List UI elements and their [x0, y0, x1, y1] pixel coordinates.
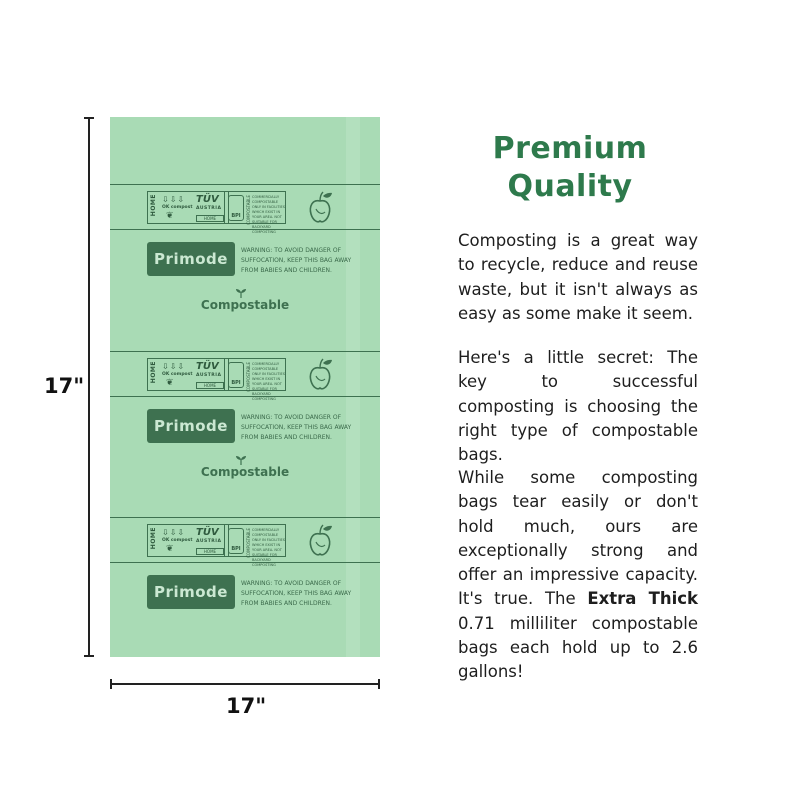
home-compost-leaf-icon: ❦: [166, 544, 174, 554]
heading-line-1: Premium: [492, 131, 648, 166]
bpi-disclaimer-text: COMMERCIALLY COMPOSTABLE ONLY IN FACILITIES WHICH EXIST IN YOUR AREA. NOT SUITABLE FOR BACKYARD COMPOSTING: [252, 362, 285, 401]
ok-compost-label: OK compost: [162, 205, 193, 210]
bag-print-block-2: [110, 351, 380, 501]
home-vertical-label: HOME: [150, 361, 157, 384]
home-vertical-label: HOME: [150, 527, 157, 550]
ok-compost-home-certification: [147, 191, 229, 224]
apple-leaf-icon: [306, 522, 334, 558]
width-dimension-cap-left: [110, 679, 112, 689]
home-tag: HOME: [196, 548, 224, 555]
bpi-logo-icon: BPI: [228, 195, 244, 221]
tuv-label: TÜV: [196, 361, 219, 372]
bpi-certification: [224, 524, 286, 567]
compost-arrows-icon: ⇩⇩⇩: [162, 195, 186, 204]
compost-arrows-icon: ⇩⇩⇩: [162, 362, 186, 371]
bpi-compostable-vertical: COMPOSTABLE: [246, 362, 251, 392]
home-tag: HOME: [196, 382, 224, 389]
certification-strip: [110, 184, 380, 234]
tuv-label: TÜV: [196, 194, 219, 205]
primode-logo: Primode: [147, 409, 235, 443]
austria-label: AUSTRIA: [196, 539, 222, 544]
home-compost-leaf-icon: ❦: [166, 211, 174, 221]
ok-compost-label: OK compost: [162, 538, 193, 543]
bpi-certification: [224, 358, 286, 401]
paragraph-secret: Here's a little secret: The key to successful composting is choosing the right type of compostable bags.: [458, 348, 698, 465]
width-dimension-line: [110, 683, 380, 685]
bag-print-block-3: [110, 517, 380, 657]
tuv-label: TÜV: [196, 527, 219, 538]
suffocation-warning: WARNING: TO AVOID DANGER OF SUFFOCATION, KEEP THIS BAG AWAY FROM BABIES AND CHILDREN.: [241, 247, 352, 274]
sprout-icon: [235, 288, 247, 298]
bag-print-block-1: [110, 184, 380, 334]
suffocation-warning: WARNING: TO AVOID DANGER OF SUFFOCATION, KEEP THIS BAG AWAY FROM BABIES AND CHILDREN.: [241, 414, 352, 441]
bpi-compostable-vertical: COMPOSTABLE: [246, 528, 251, 558]
height-dimension-label: 17": [44, 374, 85, 398]
width-dimension-label: 17": [226, 694, 267, 718]
height-dimension-cap-top: [84, 117, 94, 119]
austria-label: AUSTRIA: [196, 373, 222, 378]
compostable-label: Compostable: [200, 465, 290, 479]
extra-thick-highlight: Extra Thick: [587, 589, 698, 609]
compostable-bag: [110, 117, 380, 657]
compost-arrows-icon: ⇩⇩⇩: [162, 528, 186, 537]
width-dimension-cap-right: [378, 679, 380, 689]
paragraph-capacity: [458, 466, 698, 685]
primode-logo: Primode: [147, 575, 235, 609]
bpi-logo-icon: BPI: [228, 528, 244, 554]
certification-strip: [110, 517, 380, 567]
height-dimension-line: [88, 117, 90, 657]
suffocation-warning: WARNING: TO AVOID DANGER OF SUFFOCATION, KEEP THIS BAG AWAY FROM BABIES AND CHILDREN.: [241, 580, 352, 607]
bpi-compostable-vertical: COMPOSTABLE: [246, 195, 251, 225]
home-compost-leaf-icon: ❦: [166, 378, 174, 388]
bpi-certification: [224, 191, 286, 234]
bpi-disclaimer-text: COMMERCIALLY COMPOSTABLE ONLY IN FACILITIES WHICH EXIST IN YOUR AREA. NOT SUITABLE FOR BACKYARD COMPOSTING: [252, 195, 285, 234]
paragraph-capacity-part-2: 0.71 milliliter compostable bags each hold up to 2.6 gallons!: [458, 613, 698, 682]
sprout-icon: [235, 455, 247, 465]
primode-logo: Primode: [147, 242, 235, 276]
paragraph-intro: Composting is a great way to recycle, reduce and reuse waste, but it isn't always as easy as some make it seem.: [458, 231, 698, 323]
ok-compost-label: OK compost: [162, 372, 193, 377]
page-heading: [470, 130, 670, 206]
austria-label: AUSTRIA: [196, 206, 222, 211]
certification-strip: [110, 351, 380, 401]
ok-compost-home-certification: [147, 524, 229, 557]
apple-leaf-icon: [306, 189, 334, 225]
heading-line-2: Quality: [507, 169, 633, 204]
apple-leaf-icon: [306, 356, 334, 392]
bpi-logo-icon: BPI: [228, 362, 244, 388]
paragraph-capacity-part-1: While some composting bags tear easily or don't hold much, ours are exceptionally strong and offer an impressive capacity. It's true. The: [458, 468, 698, 609]
home-tag: HOME: [196, 215, 224, 222]
home-vertical-label: HOME: [150, 194, 157, 217]
ok-compost-home-certification: [147, 358, 229, 391]
bpi-disclaimer-text: COMMERCIALLY COMPOSTABLE ONLY IN FACILITIES WHICH EXIST IN YOUR AREA. NOT SUITABLE FOR BACKYARD COMPOSTING: [252, 528, 285, 567]
compostable-label: Compostable: [200, 298, 290, 312]
height-dimension-cap-bottom: [84, 655, 94, 657]
